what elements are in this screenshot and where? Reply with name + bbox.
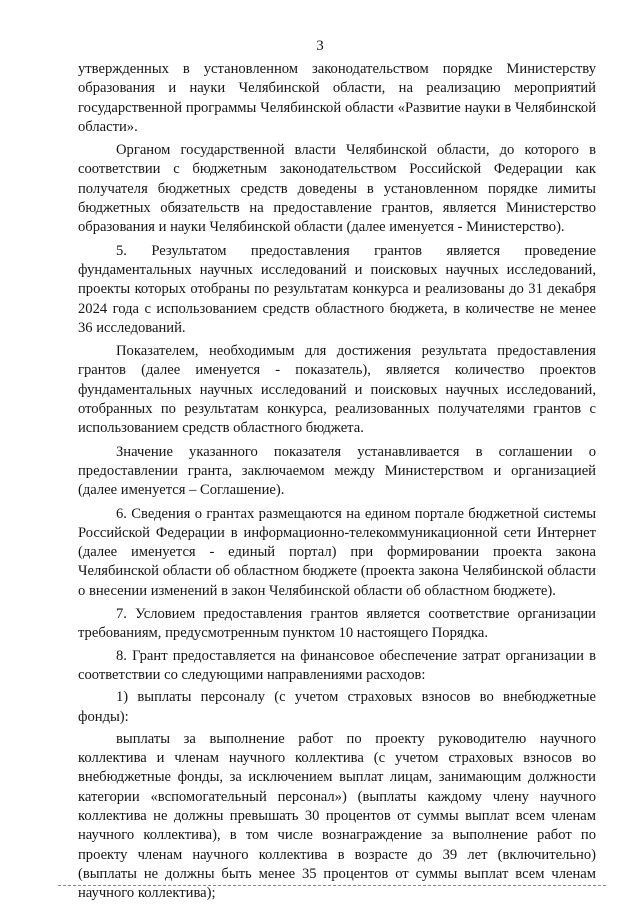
paragraph-10: выплаты за выполнение работ по проекту руководителю научного коллектива и членам научного коллектива (с учетом страховых взносов во внебюджетные фонды, за исключением выплат лицам, занимающим должности категории «вспомогательный персонал») (выплаты каждому члену научного коллектива не должны превышать 30 процентов от суммы выплат всем членам научного коллектива), в том числе вознаграждение за выполнение работ по проекту членам научного коллектива в возрасте до 39 лет (включительно) (выплаты не должны быть менее 35 процентов от суммы выплат всем членам научного коллектива); — [78, 730, 596, 902]
paragraph-2: Органом государственной власти Челябинской области, до которого в соответствии с бюджетным законодательством Российской Федерации как получателя бюджетных средств доведены в установленном порядке лимиты бюджетных обязательств на предоставление грантов, является Министерство образования и науки Челябинской области (далее именуется - Министерство). — [78, 142, 596, 236]
paragraph-1: утвержденных в установленном законодательством порядке Министерству образования и науки Челябинской области, на реализацию мероприятий государственной программы Челябинской области «Развитие науки в Челябинской области». — [78, 61, 596, 135]
paragraph-9: 1) выплаты персоналу (с учетом страховых взносов во внебюджетные фонды): — [78, 689, 596, 725]
paragraph-8: 8. Грант предоставляется на финансовое обеспечение затрат организации в соответствии со следующими направлениями расходов: — [78, 647, 596, 683]
paragraph-3: 5. Результатом предоставления грантов является проведение фундаментальных научных исследований и поисковых научных исследований, проекты которых отобраны по результатам конкурса и реализованы до 31 декабря 2024 года с использованием средств областного бюджета, в количестве не менее 36 исследований. — [78, 242, 596, 336]
page-number: 3 — [316, 38, 324, 54]
paragraph-7: 7. Условием предоставления грантов является соответствие организации требованиям, предусмотренным пунктом 10 настоящего Порядка. — [78, 606, 596, 642]
paragraph-6: 6. Сведения о грантах размещаются на едином портале бюджетной системы Российской Федерации в информационно-телекоммуникационной сети Интернет (далее именуется - единый портал) при формировании проекта закона Челябинской области об областном бюджете (проекта закона Челябинской области о внесении изменений в закон Челябинской области об областном бюджете). — [78, 505, 596, 599]
bottom-border-line — [58, 885, 606, 886]
document-body — [78, 60, 596, 907]
paragraph-4: Показателем, необходимым для достижения результата предоставления грантов (далее именуется - показатель), является количество проектов фундаментальных научных исследований и поисковых научных исследований, отобранных по результатам конкурса, реализованных получателями грантов с использованием средств областного бюджета. — [78, 343, 596, 437]
paragraph-5: Значение указанного показателя устанавливается в соглашении о предоставлении гранта, заключаемом между Министерством и организацией (далее именуется – Соглашение). — [78, 443, 596, 499]
